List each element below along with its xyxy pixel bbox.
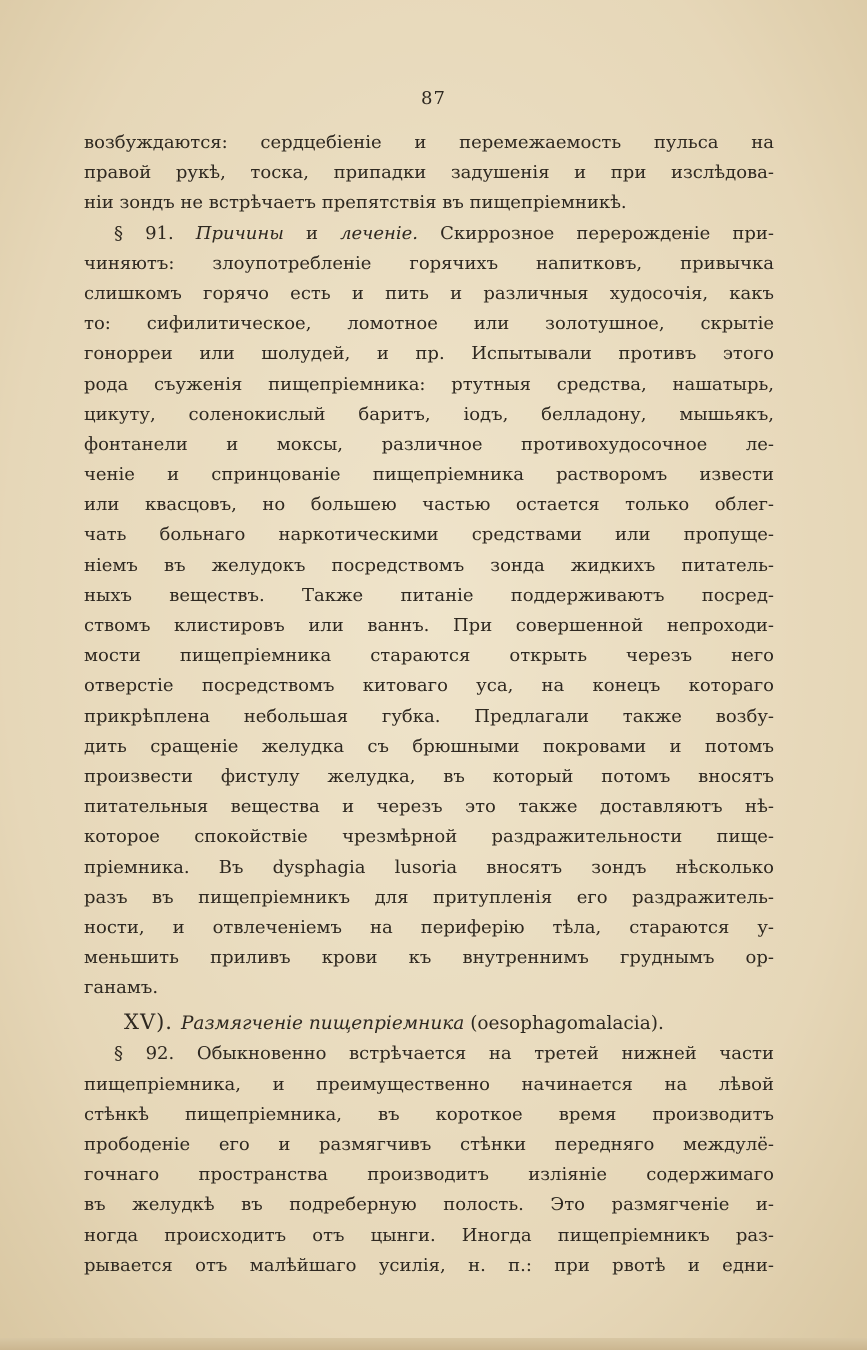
text-line: ствомъ клистировъ или ваннъ. При совершенной непроходи-	[84, 615, 774, 636]
chapter-number: XV).	[124, 1010, 173, 1035]
text-line: гочнаго пространства производитъ изліяніе содержимаго	[84, 1164, 774, 1186]
text-line: цикуту, соленокислый баритъ, іодъ, белладону, мышьякъ,	[84, 403, 774, 425]
text-line: ныхъ веществъ. Также питаніе поддерживаютъ посред-	[84, 584, 774, 606]
text-line: меньшить приливъ крови къ внутреннимъ груднымъ ор-	[84, 947, 774, 969]
page-number: 87	[421, 88, 446, 109]
text-line: прикрѣплена небольшая губка. Предлагали также возбу-	[84, 705, 774, 727]
text-line: чиняютъ: злоупотребленіе горячихъ напитковъ, привычка	[84, 252, 774, 274]
text-line: ности, и отвлеченіемъ на периферію тѣла, стараются у-	[84, 916, 774, 938]
section-title-conj: и	[305, 222, 318, 244]
text-line: рывается отъ малѣйшаго усилія, н. п.: при рвотѣ и едни-	[84, 1254, 774, 1276]
text-line: слишкомъ горячо есть и пить и различныя худосочія, какъ	[84, 282, 774, 304]
page-bottom-edge	[0, 1338, 867, 1350]
text-line: правой рукѣ, тоска, припадки задушенія и при изслѣдова-	[84, 162, 774, 184]
chapter-latin-title: (oesophagomalacia).	[470, 1013, 664, 1035]
text-line: питательныя вещества и черезъ это также доставляютъ нѣ-	[84, 796, 774, 818]
text-line: пищепріемника, и преимущественно начинается на лѣвой	[84, 1073, 774, 1095]
text-line: прободеніе его и размягчивъ стѣнки передняго междулё-	[84, 1134, 774, 1155]
text-line: или квасцовъ, но большею частью остается только облег-	[84, 494, 774, 516]
section-title-part: Причины	[195, 222, 284, 244]
text-line: дить сращеніе желудка съ брюшными покровами и потомъ	[84, 735, 774, 757]
text-line: то: сифилитическое, ломотное или золотушное, скрытіе	[84, 313, 774, 335]
text-line: § 92. Обыкновенно встрѣчается на третей нижней части	[114, 1043, 774, 1065]
text-line: гонорреи или шолудей, и пр. Испытывали противъ этого	[84, 343, 774, 365]
text-line: чать больнаго наркотическими средствами или пропуще-	[84, 524, 774, 546]
text-line: ганамъ.	[84, 977, 159, 999]
text-line: ченіе и спринцованіе пищепріемника растворомъ извести	[84, 464, 774, 486]
text-line: въ желудкѣ въ подреберную полость. Это размягченіе и-	[84, 1194, 774, 1216]
section-title-part: леченіе.	[340, 222, 419, 244]
section-first-line-rest: Скиррозное перерожденіе при-	[440, 222, 774, 244]
text-line: пріемника. Въ dysphagia lusoria вносятъ зондъ нѣсколько	[84, 856, 774, 878]
text-line: фонтанели и моксы, различное противохудосочное ле-	[84, 433, 774, 455]
text-line: отверстіе посредствомъ китоваго уса, на конецъ котораго	[84, 675, 774, 697]
body-text	[84, 128, 774, 1281]
text-line: разъ въ пищепріемникъ для притупленія его раздражитель-	[84, 886, 774, 908]
text-line: ногда происходитъ отъ цынги. Иногда пищепріемникъ раз-	[84, 1224, 774, 1246]
text-line: рода съуженія пищепріемника: ртутныя средства, нашатырь,	[84, 373, 774, 395]
text-line: стѣнкѣ пищепріемника, въ короткое время производитъ	[84, 1103, 774, 1125]
chapter-title: Размягченіе пищепріемника	[180, 1013, 465, 1035]
text-line: которое спокойствіе чрезмѣрной раздражительности пище-	[84, 826, 774, 848]
text-line: ніи зондъ не встрѣчаетъ препятствія въ пищепріемникѣ.	[84, 192, 627, 214]
chapter-heading	[84, 1005, 774, 1039]
text-line: мости пищепріемника стараются открыть черезъ него	[84, 645, 774, 667]
section-91-heading-line	[84, 219, 774, 249]
text-line: произвести фистулу желудка, въ который потомъ вносятъ	[84, 765, 774, 787]
section-number: § 91.	[114, 222, 174, 244]
text-line: возбуждаются: сердцебіеніе и перемежаемость пульса на	[84, 132, 774, 153]
text-line: ніемъ въ желудокъ посредствомъ зонда жидкихъ питатель-	[84, 554, 774, 576]
